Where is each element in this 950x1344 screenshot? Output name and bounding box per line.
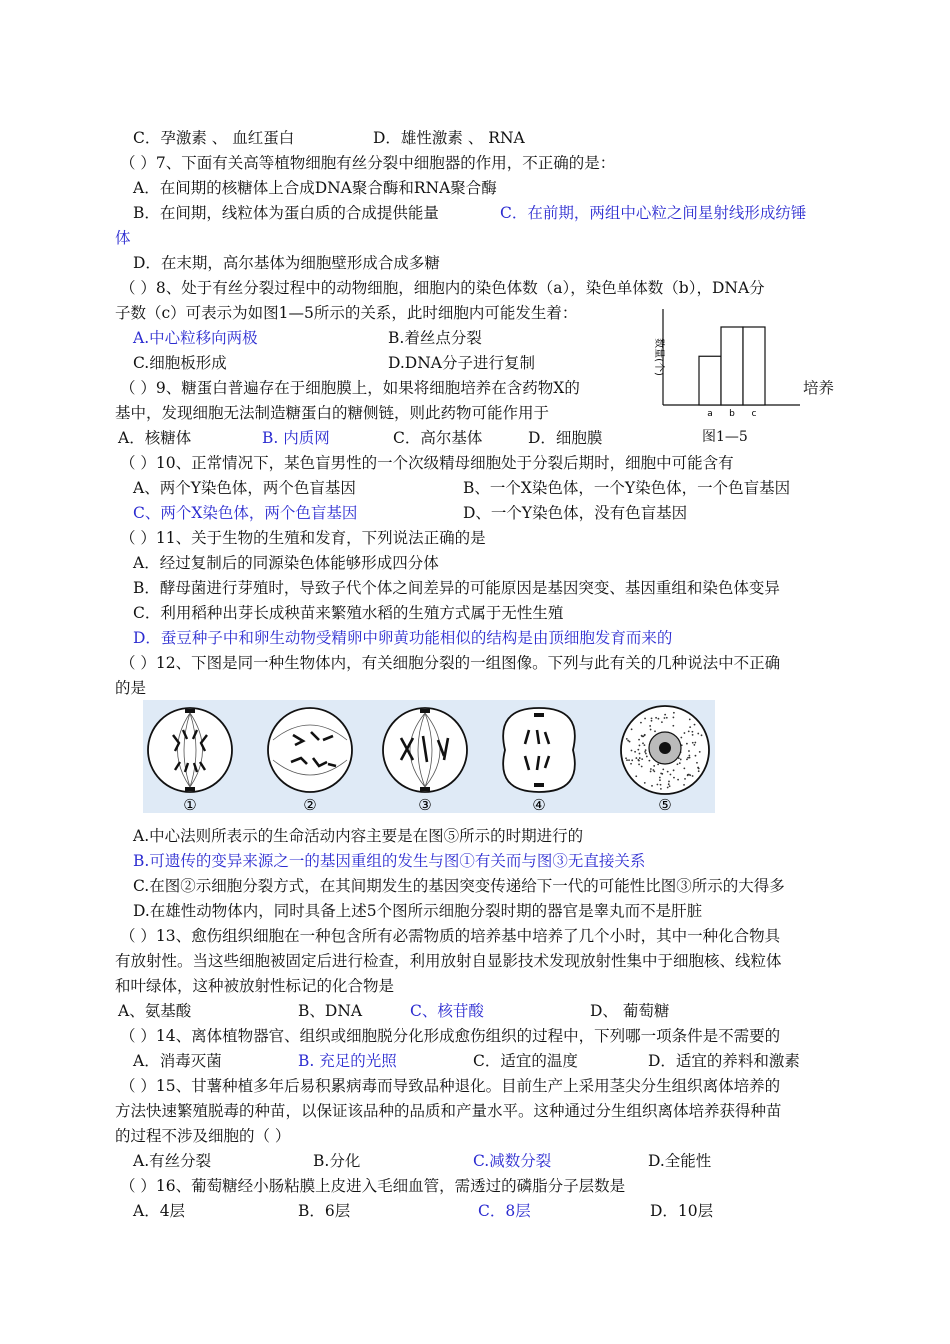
q16-option-b: B．6层 <box>298 1202 351 1220</box>
question-15: （ ）15、甘薯种植多年后易积累病毒而导致品种退化。目前生产上采用茎尖分生组织离体培养的 <box>120 1077 781 1095</box>
question-13: （ ）13、愈伤组织细胞在一种包含所有必需物质的培养基中培养了几个小时，其中一种化合物具 <box>120 927 781 945</box>
q11-option-a: A．经过复制后的同源染色体能够形成四分体 <box>133 554 439 572</box>
question-11: （ ）11、关于生物的生殖和发育，下列说法正确的是 <box>120 529 486 547</box>
q7-option-d: D．在末期，高尔基体为细胞壁形成合成多糖 <box>133 254 440 272</box>
q13-option-d: D、 葡萄糖 <box>590 1002 670 1020</box>
figure-1-5-ylabel: 数量(个) <box>653 338 664 376</box>
q13-option-c: C、核苷酸 <box>410 1002 484 1020</box>
q7-option-b: B．在间期，线粒体为蛋白质的合成提供能量 <box>133 204 439 222</box>
cell-label-3: ③ <box>418 796 432 813</box>
q8-option-d: D.DNA分子进行复制 <box>388 354 535 372</box>
question-14: （ ）14、离体植物器官、组织或细胞脱分化形成愈伤组织的过程中，下列哪一项条件是不需要的 <box>120 1027 781 1045</box>
q12-option-a: A.中心法则所表示的生命活动内容主要是在图⑤所示的时期进行的 <box>133 827 584 845</box>
cell-label-1: ① <box>183 796 197 813</box>
question-12-cont: 的是 <box>115 679 147 697</box>
q16-option-d: D．10层 <box>650 1202 714 1220</box>
cell-figure-3 <box>383 708 467 792</box>
cell-label-5: ⑤ <box>658 796 672 813</box>
q15-option-c: C.减数分裂 <box>473 1152 552 1170</box>
q15-option-b: B.分化 <box>313 1152 361 1170</box>
tick-label-b: b <box>729 409 735 419</box>
bar-c <box>743 327 765 405</box>
q12-option-c: C.在图②示细胞分裂方式，在其间期发生的基因突变传递给下一代的可能性比图③所示的大得多 <box>133 877 785 895</box>
question-15-cont1: 方法快速繁殖脱毒的种苗，以保证该品种的品质和产量水平。这种通过分生组织离体培养获得种苗 <box>115 1102 782 1120</box>
tick-label-a: a <box>707 409 713 419</box>
cell-label-4: ④ <box>532 796 546 813</box>
q14-option-a: A．消毒灭菌 <box>133 1052 222 1070</box>
question-10: （ ）10、正常情况下，某色盲男性的一个次级精母细胞处于分裂后期时，细胞中可能含有 <box>120 454 734 472</box>
question-13-cont1: 有放射性。当这些细胞被固定后进行检查，利用放射自显影技术发现放射性集中于细胞核、线粒体 <box>115 952 782 970</box>
figure-1-5-chart <box>645 305 805 420</box>
q11-option-d: D．蚕豆种子中和卵生动物受精卵中卵黄功能相似的结构是由顶细胞发育而来的 <box>133 629 673 647</box>
q14-option-c: C．适宜的温度 <box>473 1052 578 1070</box>
cell-label-2: ② <box>303 796 317 813</box>
option-c-q6: C．孕激素 、 血红蛋白 <box>133 129 295 147</box>
q7-option-a: A．在间期的核糖体上合成DNA聚合酶和RNA聚合酶 <box>133 179 497 197</box>
cell-division-figures <box>143 700 715 813</box>
q8-option-a: A.中心粒移向两极 <box>133 329 258 347</box>
q13-option-a: A、氨基酸 <box>118 1002 192 1020</box>
q14-option-b: B. 充足的光照 <box>298 1052 397 1070</box>
question-8-cont: 子数（c）可表示为如图1—5所示的关系，此时细胞内可能发生着： <box>115 304 578 322</box>
bar-b <box>721 327 743 405</box>
q9-option-c: C．高尔基体 <box>393 429 483 447</box>
cell-figure-4 <box>503 708 575 792</box>
q16-option-a: A．4层 <box>133 1202 186 1220</box>
figure-1-5-caption: 图1—5 <box>702 429 748 445</box>
q12-option-d: D.在雄性动物体内，同时具备上述5个图所示细胞分裂时期的器官是睾丸而不是肝脏 <box>133 902 703 920</box>
q9-option-d: D．细胞膜 <box>528 429 603 447</box>
q15-option-d: D.全能性 <box>648 1152 712 1170</box>
question-13-cont2: 和叶绿体，这种被放射性标记的化合物是 <box>115 977 395 995</box>
q8-option-c: C.细胞板形成 <box>133 354 227 372</box>
q10-option-b: B、一个X染色体，一个Y染色体，一个色盲基因 <box>463 479 791 497</box>
q16-option-c: C．8层 <box>478 1202 531 1220</box>
q9-option-a: A．核糖体 <box>118 429 192 447</box>
question-16: （ ）16、葡萄糖经小肠粘膜上皮进入毛细血管，需透过的磷脂分子层数是 <box>120 1177 626 1195</box>
q15-option-a: A.有丝分裂 <box>133 1152 212 1170</box>
q9-option-b: B. 内质网 <box>262 429 330 447</box>
cell-figure-1 <box>148 708 232 792</box>
q11-option-c: C．利用稻种出芽长成秧苗来繁殖水稻的生殖方式属于无性生殖 <box>133 604 564 622</box>
bar-a <box>699 356 721 405</box>
question-9: （ ）9、糖蛋白普遍存在于细胞膜上，如果将细胞培养在含药物X的 <box>120 379 580 397</box>
cell-figure-5 <box>621 706 709 794</box>
q10-option-a: A、两个Y染色体，两个色盲基因 <box>133 479 356 497</box>
q10-option-d: D、一个Y染色体，没有色盲基因 <box>463 504 688 522</box>
question-7: （ ）7、下面有关高等植物细胞有丝分裂中细胞器的作用，不正确的是： <box>120 154 616 172</box>
question-12: （ ）12、下图是同一种生物体内，有关细胞分裂的一组图像。下列与此有关的几种说法中不正确 <box>120 654 781 672</box>
question-9-end: 培养 <box>803 379 835 397</box>
cell-figure-2 <box>268 708 352 792</box>
tick-label-c: c <box>751 409 757 419</box>
q7-option-c: C．在前期，两组中心粒之间星射线形成纺锤 <box>500 204 807 222</box>
question-8: （ ）8、处于有丝分裂过程中的动物细胞，细胞内的染色体数（a），染色单体数（b），DNA分 <box>120 279 765 297</box>
q10-option-c: C、两个X染色体，两个色盲基因 <box>133 504 358 522</box>
q12-option-b: B.可遗传的变异来源之一的基因重组的发生与图①有关而与图③无直接关系 <box>133 852 646 870</box>
question-9-cont: 基中，发现细胞无法制造糖蛋白的糖侧链，则此药物可能作用于 <box>115 404 550 422</box>
q11-option-b: B．酵母菌进行芽殖时，导致子代个体之间差异的可能原因是基因突变、基因重组和染色体变异 <box>133 579 780 597</box>
question-15-cont2: 的过程不涉及细胞的（ ） <box>115 1127 291 1145</box>
q7-option-c-cont: 体 <box>115 229 131 247</box>
q14-option-d: D．适宜的养料和激素 <box>648 1052 800 1070</box>
q13-option-b: B、DNA <box>298 1002 363 1020</box>
option-d-q6: D．雄性激素 、 RNA <box>373 129 525 147</box>
q8-option-b: B.着丝点分裂 <box>388 329 482 347</box>
